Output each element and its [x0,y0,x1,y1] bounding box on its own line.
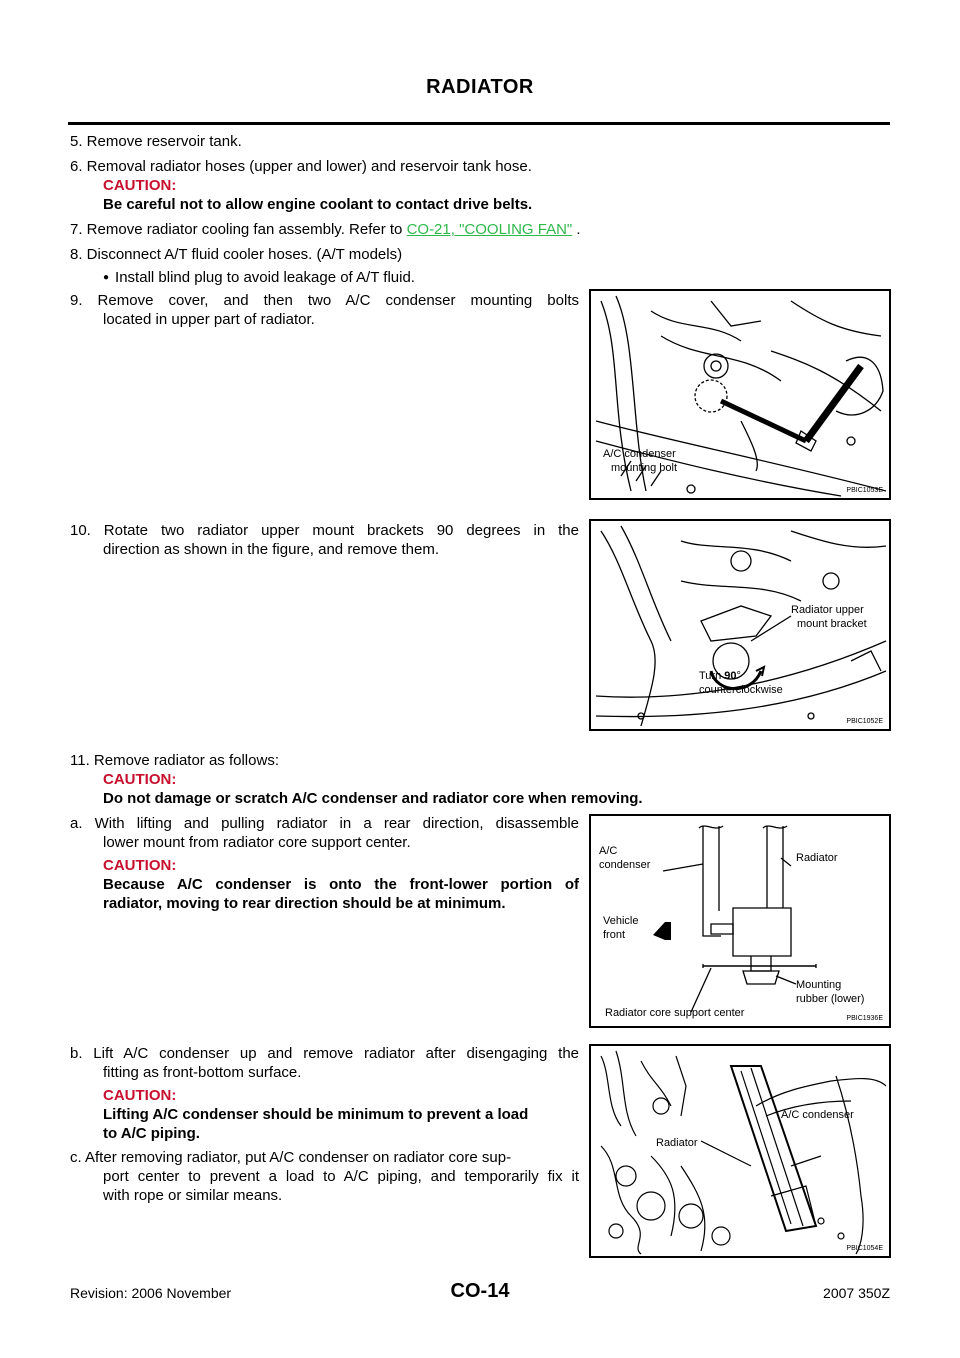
figure-code: PBIC1054E [846,1245,883,1252]
step-10-line2: direction as shown in the figure, and remove them. [103,541,440,558]
fig1-label-2: mounting bolt [611,462,678,474]
fig1-label-1: A/C condenser [603,448,676,460]
fig2-label-3: Turn 90° [699,670,741,682]
figure-code: PBIC1052E [846,718,883,725]
fig3-label-radiator: Radiator [796,852,838,864]
footer-page-number: CO-14 [450,1280,510,1302]
step-6-caution-label: CAUTION: [103,177,177,194]
step-11: 11. Remove radiator as follows: [70,752,279,769]
step-9-line2: located in upper part of radiator. [103,311,315,328]
figure-code: PBIC1053E [846,487,883,494]
step-9-line1: 9. Remove cover, and then two A/C condenser mounting bolts [70,292,579,309]
step-a-caution-line2: radiator, moving to rear direction should be at minimum. [103,895,506,912]
step-11-caution-label: CAUTION: [103,771,177,788]
fig3-label-mounting-2: rubber (lower) [796,993,865,1005]
step-a-caution-line1: Because A/C condenser is onto the front-lower portion of [103,876,579,893]
header-rule [68,122,890,125]
step-a-line1: a. With lifting and pulling radiator in a rear direction, disassemble [70,815,579,832]
step-a-caution-label: CAUTION: [103,857,177,874]
figure-lower-mount-diagram [589,814,891,1028]
step-6: 6. Removal radiator hoses (upper and lower) and reservoir tank hose. [70,158,532,175]
step-b-line1: b. Lift A/C condenser up and remove radiator after disengaging the [70,1045,579,1062]
fig2-label-4: counterclockwise [699,684,783,696]
step-5: 5. Remove reservoir tank. [70,133,242,150]
step-c-line1: c. After removing radiator, put A/C condenser on radiator core sup- [70,1149,512,1166]
fig3-label-mounting-1: Mounting [796,979,842,991]
step-8-bullet [103,268,415,287]
step-b-line2: fitting as front-bottom surface. [103,1064,302,1081]
cooling-fan-link[interactable]: CO-21, "COOLING FAN" [406,221,573,238]
page-title: RADIATOR [426,76,534,98]
step-b-caution-line1: Lifting A/C condenser should be minimum to prevent a load [103,1106,529,1123]
fig3-label-vehicle-1: Vehicle [603,915,639,927]
step-a-line2: lower mount from radiator core support center. [103,834,411,851]
figure-condenser-bolt [589,289,891,500]
step-c-line3: with rope or similar means. [103,1187,283,1204]
fig3-label-vehicle-2: front [603,929,626,941]
step-8-bullet-text: Install blind plug to avoid leakage of A/T fluid. [115,269,415,286]
bullet-icon: ● [103,272,110,283]
fig4-label-radiator: Radiator [656,1137,698,1149]
step-7-end: . [572,221,581,238]
lower-mount-diagram [591,816,889,1026]
step-7-text: 7. Remove radiator cooling fan assembly. Refer to [70,221,407,238]
step-b-caution-label: CAUTION: [103,1087,177,1104]
step-c-line2: port center to prevent a load to A/C piping, and temporarily fix it [103,1168,579,1185]
step-7 [70,220,581,239]
fig2-label-2: mount bracket [797,618,867,630]
fig4-label-ac: A/C condenser [781,1109,854,1121]
fig3-label-core: Radiator core support center [605,1007,745,1019]
figure-upper-mount-bracket [589,519,891,731]
condenser-radiator-illustration [591,1046,889,1256]
footer-revision: Revision: 2006 November [70,1285,232,1301]
step-10-line1: 10. Rotate two radiator upper mount brackets 90 degrees in the [70,522,579,539]
step-11-caution-text: Do not damage or scratch A/C condenser and radiator core when removing. [103,790,643,807]
fig3-label-ac-1: A/C [599,845,618,857]
step-b-caution-line2: to A/C piping. [103,1125,200,1142]
figure-condenser-radiator [589,1044,891,1258]
step-8: 8. Disconnect A/T fluid cooler hoses. (A/T models) [70,246,403,263]
footer-model: 2007 350Z [823,1285,890,1301]
figure-code: PBIC1936E [846,1015,883,1022]
fig3-label-ac-2: condenser [599,859,651,871]
step-6-caution-text: Be careful not to allow engine coolant to contact drive belts. [103,196,533,213]
condenser-bolt-illustration [591,291,889,498]
upper-bracket-illustration [591,521,889,729]
fig2-label-1: Radiator upper [791,604,864,616]
